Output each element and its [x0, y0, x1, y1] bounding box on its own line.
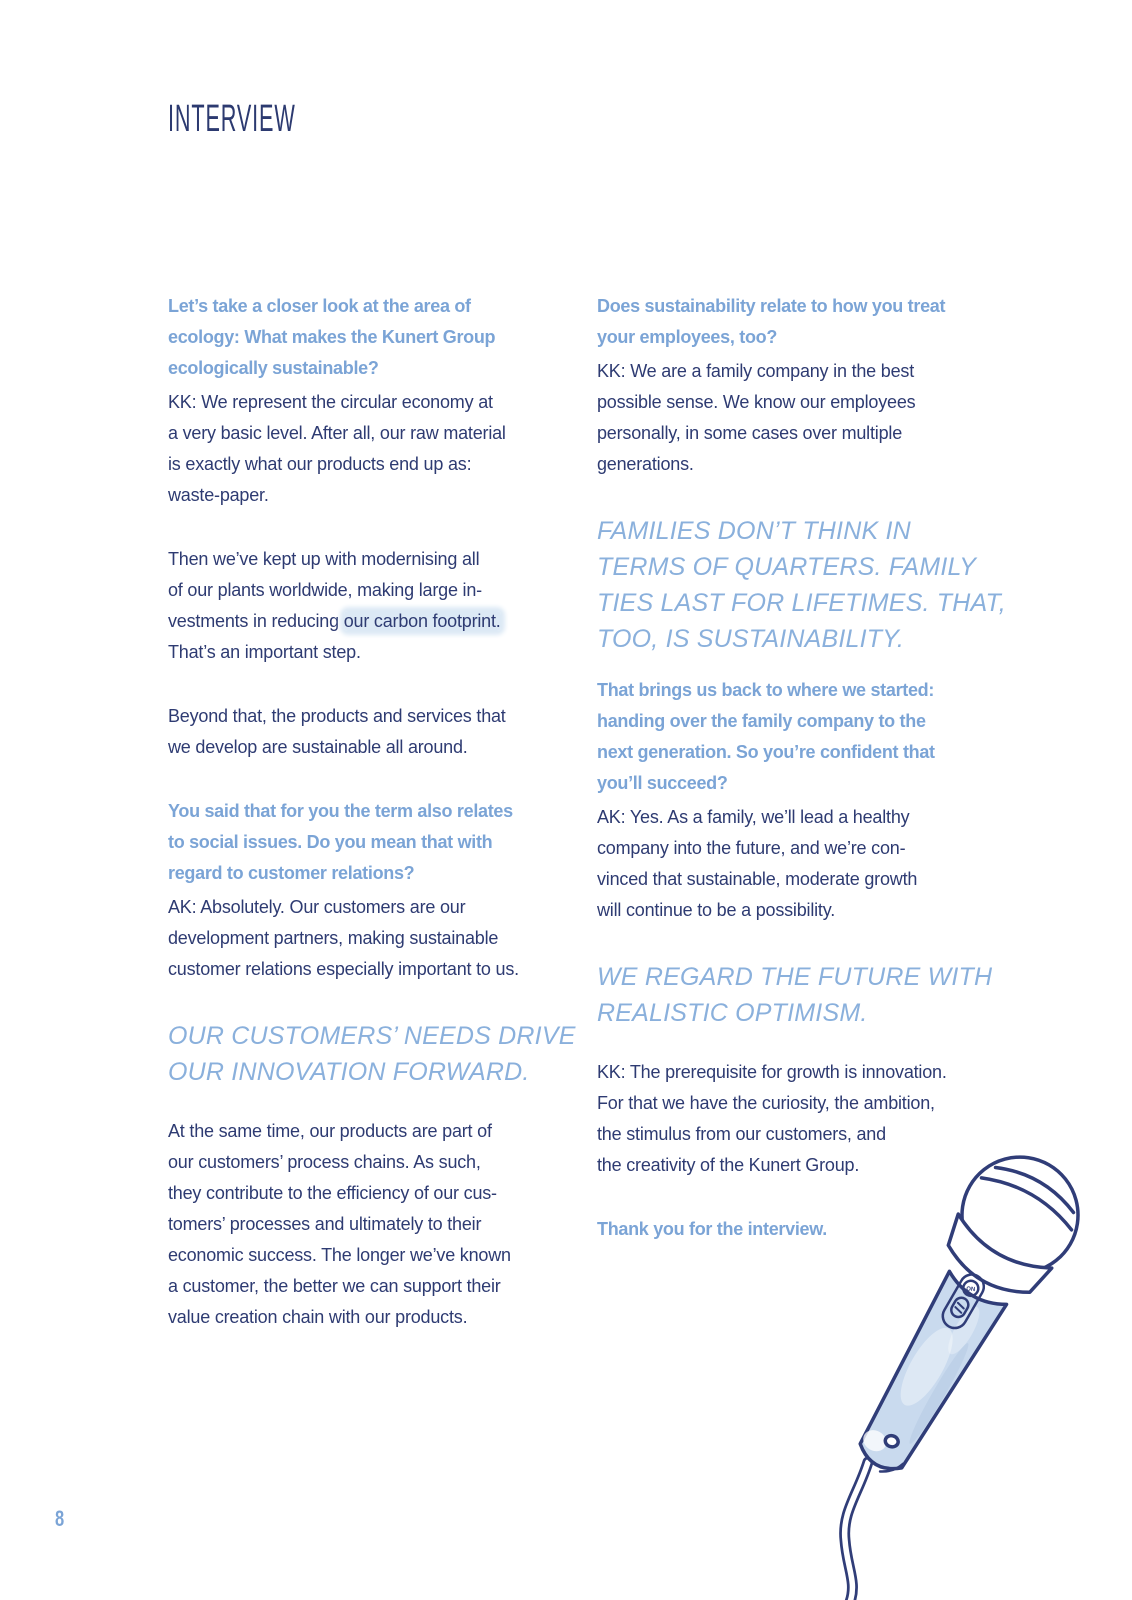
- left-column: [168, 291, 598, 1366]
- text-line: KK: The prerequisite for growth is innovation.: [597, 1062, 947, 1082]
- text-line: we develop are sustainable all around.: [168, 737, 468, 757]
- text-line: TIES LAST FOR LIFETIMES. THAT,: [597, 589, 1006, 617]
- text-line: tomers’ processes and ultimately to their: [168, 1214, 482, 1234]
- text-line: your employees, too?: [597, 327, 778, 347]
- text-line: Then we’ve kept up with modernising all: [168, 549, 480, 569]
- text-line: AK: Absolutely. Our customers are our: [168, 897, 466, 917]
- interview-question: [168, 796, 598, 889]
- text-line: TERMS OF QUARTERS. FAMILY: [597, 553, 977, 581]
- interview-answer: [597, 802, 1027, 926]
- text-line: KK: We are a family company in the best: [597, 361, 915, 381]
- text-line: company into the future, and we’re con-: [597, 838, 906, 858]
- text-line-highlighted: [168, 606, 598, 637]
- text-line: That brings us back to where we started:: [597, 680, 935, 700]
- microphone-cable-icon: [845, 1462, 868, 1600]
- text-line: ecology: What makes the Kunert Group: [168, 327, 496, 347]
- text-line: waste-paper.: [168, 485, 269, 505]
- interview-answer: [168, 892, 598, 985]
- paragraph: [168, 544, 598, 668]
- text-line: to social issues. Do you mean that with: [168, 832, 493, 852]
- interview-question: [168, 291, 598, 384]
- text-line: they contribute to the efficiency of our cus-: [168, 1183, 497, 1203]
- text-line: You said that for you the term also relates: [168, 801, 513, 821]
- page-title: INTERVIEW: [168, 98, 296, 140]
- svg-text:ON: ON: [965, 1286, 976, 1294]
- text-line: Does sustainability relate to how you treat: [597, 296, 946, 316]
- text-line: Thank you for the interview.: [597, 1219, 827, 1239]
- text-line: OUR CUSTOMERS’ NEEDS DRIVE: [168, 1022, 576, 1050]
- interview-answer: [597, 356, 1027, 480]
- cable-hole-icon: [884, 1434, 899, 1448]
- text-line: the stimulus from our customers, and: [597, 1124, 886, 1144]
- pull-quote: [597, 959, 1027, 1031]
- text-line: possible sense. We know our employees: [597, 392, 916, 412]
- interview-question: [597, 291, 1027, 353]
- text-line: the creativity of the Kunert Group.: [597, 1155, 860, 1175]
- text-line: vinced that sustainable, moderate growth: [597, 869, 918, 889]
- pull-quote: [597, 513, 1027, 657]
- text-line: Beyond that, the products and services that: [168, 706, 506, 726]
- text-line: At the same time, our products are part of: [168, 1121, 492, 1141]
- text-line: development partners, making sustainable: [168, 928, 499, 948]
- text-line: AK: Yes. As a family, we’ll lead a healthy: [597, 807, 910, 827]
- text-line: REALISTIC OPTIMISM.: [597, 999, 868, 1027]
- interview-answer: [168, 387, 598, 511]
- text-line: OUR INNOVATION FORWARD.: [168, 1058, 530, 1086]
- text-line: generations.: [597, 454, 694, 474]
- page-number: 8: [55, 1506, 65, 1531]
- text-line: a customer, the better we can support their: [168, 1276, 501, 1296]
- text-line: FAMILIES DON’T THINK IN: [597, 517, 911, 545]
- text-line: you’ll succeed?: [597, 773, 728, 793]
- text-line: economic success. The longer we’ve known: [168, 1245, 511, 1265]
- interview-question: [597, 675, 1027, 799]
- text-line: our customers’ process chains. As such,: [168, 1152, 481, 1172]
- text-line: of our plants worldwide, making large in-: [168, 580, 482, 600]
- pull-quote: [168, 1018, 598, 1090]
- text-line: For that we have the curiosity, the ambition,: [597, 1093, 935, 1113]
- text-line: That’s an important step.: [168, 642, 361, 662]
- text-line: handing over the family company to the: [597, 711, 926, 731]
- text-line: a very basic level. After all, our raw material: [168, 423, 506, 443]
- text-line: TOO, IS SUSTAINABILITY.: [597, 625, 905, 653]
- paragraph: [168, 1116, 598, 1333]
- text-line: is exactly what our products end up as:: [168, 454, 472, 474]
- text-line: value creation chain with our products.: [168, 1307, 468, 1327]
- text-line: KK: We represent the circular economy at: [168, 392, 493, 412]
- text-line: will continue to be a possibility.: [597, 900, 835, 920]
- text-line: customer relations especially important to us.: [168, 959, 519, 979]
- paragraph: [168, 701, 598, 763]
- text-segment: vestments in reducing: [168, 611, 344, 631]
- text-line: Let’s take a closer look at the area of: [168, 296, 471, 316]
- text-line: WE REGARD THE FUTURE WITH: [597, 963, 993, 991]
- text-line: personally, in some cases over multiple: [597, 423, 903, 443]
- text-line: regard to customer relations?: [168, 863, 415, 883]
- text-line: next generation. So you’re confident that: [597, 742, 935, 762]
- text-line: ecologically sustainable?: [168, 358, 379, 378]
- microphone-illustration: [780, 1090, 1132, 1600]
- highlighted-text: our carbon footprint.: [343, 611, 501, 631]
